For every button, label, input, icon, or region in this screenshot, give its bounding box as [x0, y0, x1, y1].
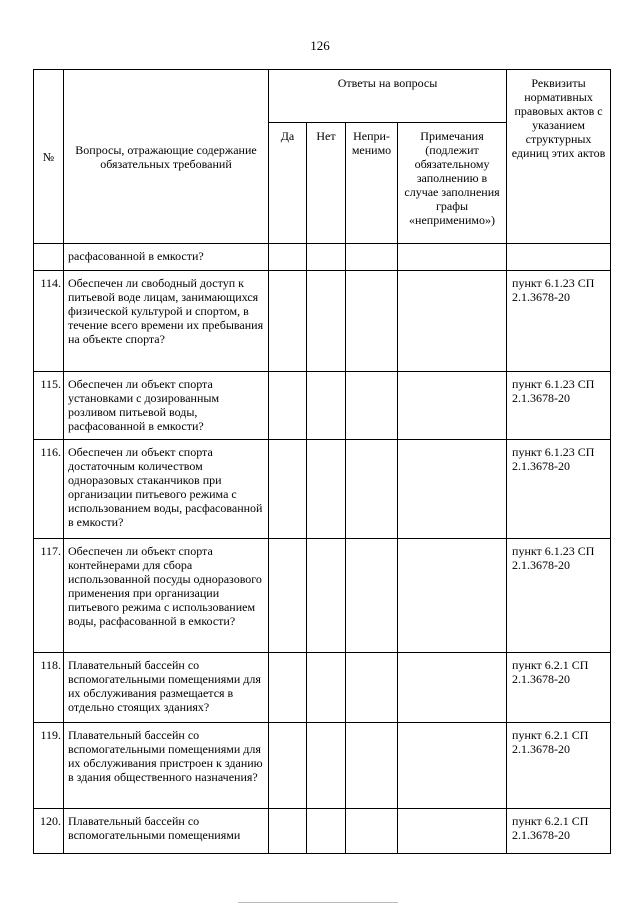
answer-na-cell[interactable]: [346, 539, 398, 653]
notes-cell[interactable]: [398, 271, 507, 372]
row-number: 117.: [34, 539, 64, 653]
table-row: [34, 809, 611, 854]
row-requisites: пункт 6.1.23 СП 2.1.3678-20: [507, 440, 611, 539]
notes-cell[interactable]: [398, 372, 507, 440]
answer-no-cell[interactable]: [307, 653, 346, 723]
requirements-table: [33, 69, 611, 854]
row-number: 120.: [34, 809, 64, 854]
header-answers: Ответы на вопросы: [269, 70, 507, 123]
row-question: Плавательный бассейн со вспомогательными помещениями для их обслуживания пристроен к зданию в здания общественного назначения?: [64, 723, 269, 809]
header-num: №: [34, 70, 64, 244]
row-question: Плавательный бассейн со вспомогательными помещениями для их обслуживания размещается в отдельно стоящих зданиях?: [64, 653, 269, 723]
table-row: [34, 440, 611, 539]
notes-cell[interactable]: [398, 539, 507, 653]
row-requisites: пункт 6.1.23 СП 2.1.3678-20: [507, 539, 611, 653]
header-row: [34, 70, 611, 123]
row-number: 116.: [34, 440, 64, 539]
answer-na-cell[interactable]: [346, 372, 398, 440]
answer-no-cell[interactable]: [307, 539, 346, 653]
notes-cell[interactable]: [398, 653, 507, 723]
row-number: 114.: [34, 271, 64, 372]
header-not-applicable: Непри-менимо: [346, 123, 398, 244]
table-row: [34, 723, 611, 809]
row-question: расфасованной в емкости?: [64, 244, 269, 271]
table-row: [34, 244, 611, 271]
row-requisites: пункт 6.2.1 СП 2.1.3678-20: [507, 653, 611, 723]
answer-no-cell[interactable]: [307, 440, 346, 539]
answer-yes-cell[interactable]: [269, 809, 307, 854]
answer-na-cell[interactable]: [346, 271, 398, 372]
answer-na-cell[interactable]: [346, 809, 398, 854]
row-number: 119.: [34, 723, 64, 809]
answer-na-cell[interactable]: [346, 653, 398, 723]
header-notes: Примечания (подлежит обязательному заполнению в случае заполнения графы «неприменимо»): [398, 123, 507, 244]
table-row: [34, 271, 611, 372]
answer-yes-cell[interactable]: [269, 440, 307, 539]
answer-no-cell[interactable]: [307, 809, 346, 854]
header-no: Нет: [307, 123, 346, 244]
notes-cell[interactable]: [398, 440, 507, 539]
answer-na-cell[interactable]: [346, 723, 398, 809]
row-requisites: пункт 6.1.23 СП 2.1.3678-20: [507, 271, 611, 372]
answer-na-cell[interactable]: [346, 244, 398, 271]
answer-yes-cell[interactable]: [269, 271, 307, 372]
table-row: [34, 372, 611, 440]
answer-no-cell[interactable]: [307, 372, 346, 440]
answer-no-cell[interactable]: [307, 271, 346, 372]
answer-no-cell[interactable]: [307, 723, 346, 809]
row-number: 115.: [34, 372, 64, 440]
row-number: 118.: [34, 653, 64, 723]
answer-yes-cell[interactable]: [269, 653, 307, 723]
table-row: [34, 653, 611, 723]
notes-cell[interactable]: [398, 809, 507, 854]
row-question: Обеспечен ли объект спорта контейнерами для сбора использованной посуды одноразового применения при организации питьевого режима с использованием воды, расфасованной в емкости?: [64, 539, 269, 653]
row-question: Обеспечен ли свободный доступ к питьевой воде лицам, занимающихся физической культурой и спортом, в течение всего времени их пребывания на объекте спорта?: [64, 271, 269, 372]
row-question: Обеспечен ли объект спорта достаточным количеством одноразовых стаканчиков при организации питьевого режима с использованием воды, расфасованной в емкости?: [64, 440, 269, 539]
page-number: 126: [310, 38, 330, 53]
answer-yes-cell[interactable]: [269, 723, 307, 809]
row-requisites: пункт 6.2.1 СП 2.1.3678-20: [507, 723, 611, 809]
row-question: Обеспечен ли объект спорта установками с дозированным розливом питьевой воды, расфасованной в емкости?: [64, 372, 269, 440]
scan-edge-mark: [238, 902, 398, 903]
answer-no-cell[interactable]: [307, 244, 346, 271]
header-requisites: Реквизиты нормативных правовых актов с указанием структурных единиц этих актов: [507, 70, 611, 244]
answer-yes-cell[interactable]: [269, 372, 307, 440]
header-yes: Да: [269, 123, 307, 244]
row-question: Плавательный бассейн со вспомогательными помещениями: [64, 809, 269, 854]
row-requisites: [507, 244, 611, 271]
notes-cell[interactable]: [398, 244, 507, 271]
answer-yes-cell[interactable]: [269, 539, 307, 653]
answer-yes-cell[interactable]: [269, 244, 307, 271]
row-number: [34, 244, 64, 271]
answer-na-cell[interactable]: [346, 440, 398, 539]
row-requisites: пункт 6.2.1 СП 2.1.3678-20: [507, 809, 611, 854]
row-requisites: пункт 6.1.23 СП 2.1.3678-20: [507, 372, 611, 440]
table-row: [34, 539, 611, 653]
notes-cell[interactable]: [398, 723, 507, 809]
header-question: Вопросы, отражающие содержание обязательных требований: [64, 70, 269, 244]
